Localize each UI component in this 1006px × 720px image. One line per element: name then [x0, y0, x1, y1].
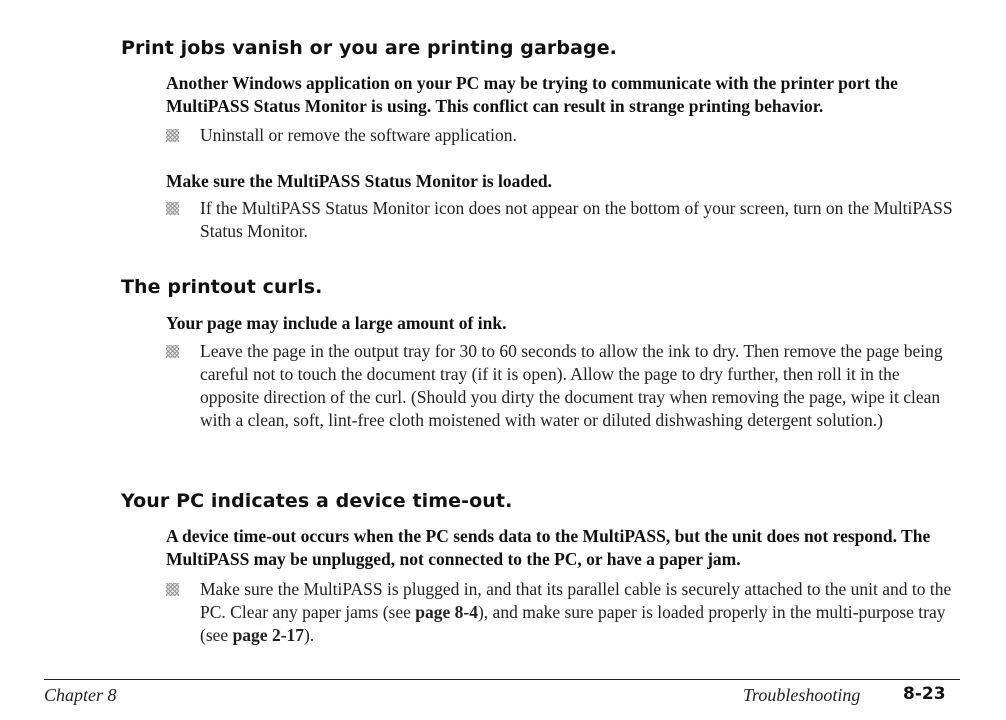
remedy-item: [166, 578, 956, 647]
bullet-icon: [166, 345, 179, 358]
cause-text: Your page may include a large amount of ink.: [166, 313, 507, 333]
bullet-icon: [166, 583, 179, 596]
footer-page-number: 8-23: [903, 684, 946, 704]
page-reference-link[interactable]: page 8-4: [415, 602, 478, 622]
cause-text: Another Windows application on your PC may be trying to communicate with the printer port the MultiPASS Status Monitor is using. This conflict can result in strange printing behavior.: [166, 73, 898, 116]
remedy-text-part: ).: [304, 625, 315, 645]
remedy-text: If the MultiPASS Status Monitor icon does not appear on the bottom of your screen, turn on the MultiPASS Status Monitor.: [200, 198, 953, 241]
cause-text: Make sure the MultiPASS Status Monitor is loaded.: [166, 171, 552, 191]
bullet-icon: [166, 202, 179, 215]
footer-chapter: Chapter 8: [44, 685, 117, 705]
cause-text: A device time-out occurs when the PC sends data to the MultiPASS, but the unit does not respond. The MultiPASS may be unplugged, not connected to the PC, or have a paper jam.: [166, 526, 931, 569]
section-heading: Print jobs vanish or you are printing garbage.: [121, 37, 617, 59]
remedy-text-part: Make sure the MultiPASS is plugged in, and that its parallel cable is securely attached to the unit and to the PC. Clear any paper jams (see: [200, 579, 952, 622]
section-heading: The printout curls.: [121, 276, 323, 298]
footer-section-title: Troubleshooting: [743, 685, 861, 705]
page-reference-link[interactable]: page 2-17: [232, 625, 305, 645]
remedy-text: Uninstall or remove the software application.: [200, 125, 517, 145]
remedy-text: [200, 578, 956, 647]
remedy-item: [166, 124, 956, 147]
bullet-icon: [166, 129, 179, 142]
footer-divider: [44, 679, 960, 680]
remedy-item: [166, 340, 956, 432]
section-heading: Your PC indicates a device time-out.: [121, 490, 513, 512]
remedy-text: Leave the page in the output tray for 30 to 60 seconds to allow the ink to dry. Then remove the page being careful not to touch the document tray (if it is open). Allow the page to dry further, then roll it in the opposite direction of the curl. (Should you dirty the document tray when removing the page, wipe it clean with a clean, soft, lint-free cloth moistened with water or diluted dishwashing detergent solution.): [200, 341, 943, 430]
remedy-item: [166, 197, 956, 243]
remedy-text-part: ), and make sure paper is loaded properly in the multi-purpose tray (see: [200, 602, 946, 645]
